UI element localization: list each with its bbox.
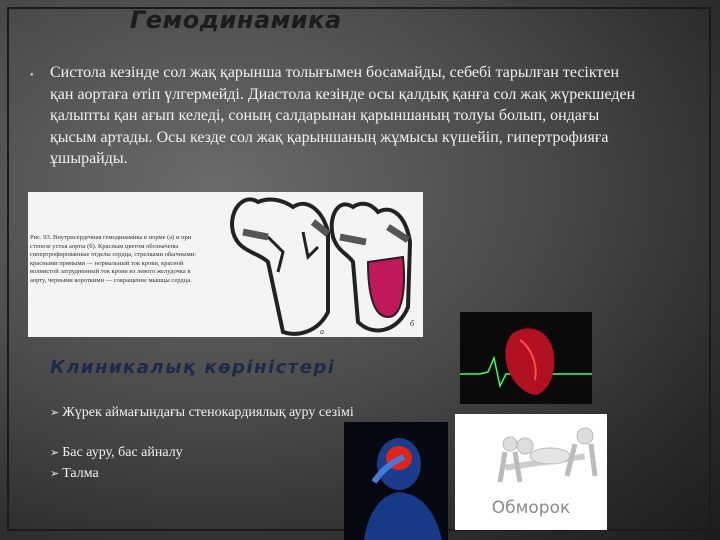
arrowhead-bullet-icon: ➢ [50,447,60,459]
heart-normal-drawing [232,199,328,333]
main-paragraph: Систола кезінде сол жақ қарынша толығымен босамайды, себебі тарылған тесіктен қан аортаға өтіп үлгермейді. Диастола кезінде осы қалдық қанға сол жақ жүрекшеден қалыпты қан ағып келеді, соның салдарынан қарыншаның толуы болып, ондағы қысым артады. Осы кезде сол жақ қарыншаның жұмысы күшейіп, гипертрофияға ұшырайды. [50,64,636,167]
figure-label-a: а [320,327,324,336]
clinical-title: Клиникалық көріністері [50,357,336,378]
slide-title: Гемодинамика [130,6,342,34]
headache-image [344,422,448,540]
fainting-label: Обморок [491,498,571,518]
symptom-text: Бас ауру, бас айналу [62,445,183,460]
heart-stenosis-drawing [332,204,410,331]
figure-label-b: б [410,319,415,328]
heart-ecg-image [460,312,592,404]
figure-caption: Рис. 93. Внутрисердечная гемодинамика в норме (а) и при стенозе устья аорты (б). Красным цветом обозначены гипертрофированные отделы сердца, стрелками обычными: красными прямыми — нормальный ток крови, красной волнистой затрудненный ток крови из левого желудочка в аорту, черными короткими — сокращение мышцы сердца. [30,234,197,284]
bullet-dot-icon: • [30,70,34,81]
fainting-image [455,414,607,530]
hemodynamics-figure [28,192,423,337]
heart-diagram [28,192,423,337]
symptom-item [50,403,410,423]
arrowhead-bullet-icon: ➢ [50,468,60,480]
arrowhead-bullet-icon: ➢ [50,407,60,419]
symptom-text: Жүрек аймағындағы стенокардиялық ауру сезімі [62,405,354,420]
symptom-text: Талма [62,466,99,481]
